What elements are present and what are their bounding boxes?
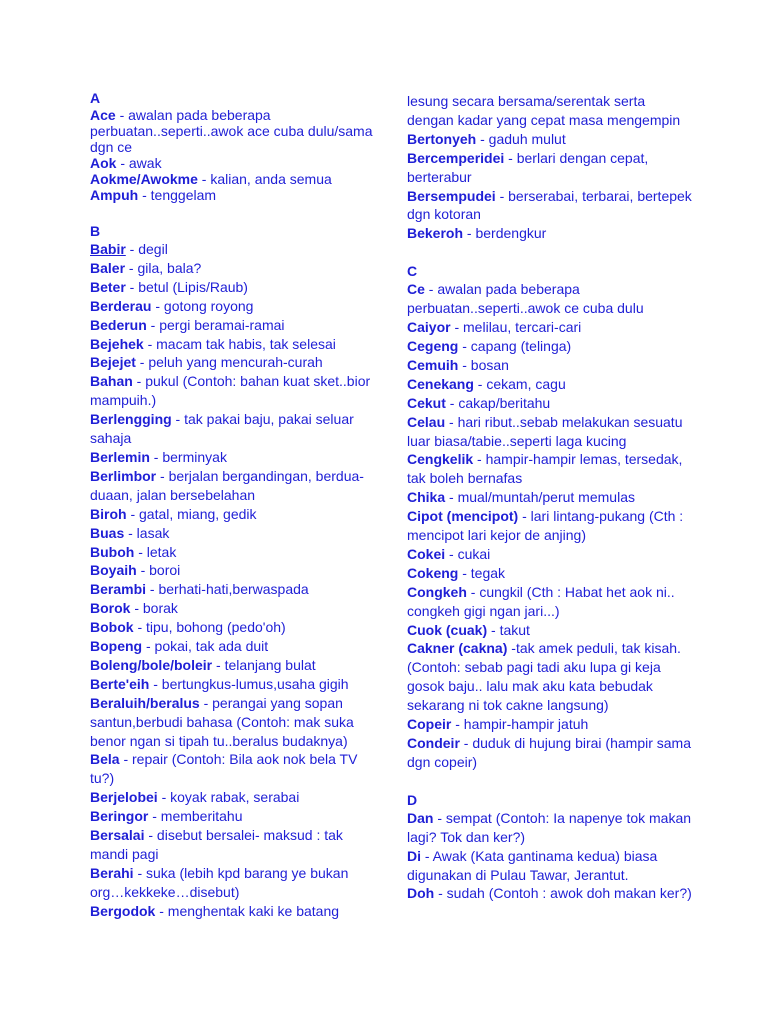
entry-definition: -tak amek peduli, tak kisah. (Contoh: sebab pagi tadi aku lupa gi keja gosok baju.. lalu mak aku kata bebudak sekarang ni tok cakne langsung) [407,640,681,714]
dictionary-entry [407,715,692,734]
dictionary-entry [90,750,380,788]
entry-term: Bercemperidei [407,149,505,166]
entry-term: Beter [90,278,126,295]
entry-definition: - pokai, tak ada duit [142,638,269,655]
entry-term: Cekut [407,394,446,411]
dictionary-entry [90,826,380,864]
entry-definition: - cungkil (Cth : Habat het aok ni.. congkeh gigi ngan jari...) [407,583,675,619]
dictionary-entry [90,618,380,637]
section-letter: B [90,223,101,239]
entry-definition: - cekam, cagu [473,375,566,392]
dictionary-entry [407,149,692,187]
entry-definition: - peluh yang mencurah-curah [135,354,323,371]
dictionary-entry [407,847,692,885]
dictionary-entry [90,107,380,155]
dictionary-entry [90,448,380,467]
entry-definition: - telanjang bulat [212,656,316,673]
entry-definition: - tenggelam [138,187,217,203]
entry-term: Caiyor [407,319,451,336]
entry-definition: - mual/muntah/perut memulas [445,489,635,506]
section-gap [90,203,380,223]
entry-term: Berderau [90,297,152,314]
dictionary-entry [90,524,380,543]
entry-definition: - capang (telinga) [458,337,572,354]
entry-term: Doh [407,885,435,902]
entry-term: Ampuh [90,187,139,203]
entry-definition: - berminyak [149,448,227,465]
entry-term: Copeir [407,716,452,733]
entry-definition: - awalan pada beberapa perbuatan..seperti..awok ce cuba dulu [407,281,644,317]
entry-term: Di [407,847,421,864]
entry-term: Bejehek [90,335,144,352]
section-gap [407,243,692,263]
dictionary-entry [407,639,692,715]
entry-term: Berahi [90,864,134,881]
dictionary-entry [407,187,692,225]
dictionary-entry [407,130,692,149]
dictionary-entry [407,224,692,243]
dictionary-entry [407,488,692,507]
entry-definition: - gotong royong [151,297,254,314]
entry-definition: - betul (Lipis/Raub) [125,278,248,295]
dictionary-entry [90,902,380,921]
entry-definition: - bosan [458,356,509,373]
dictionary-entry [90,543,380,562]
dictionary-entry [90,240,380,259]
entry-term: Cakner (cakna) [407,640,508,657]
entry-definition: - koyak rabak, serabai [157,789,300,806]
entry-term: Baler [90,259,126,276]
dictionary-entry [90,864,380,902]
entry-definition: - sudah (Contoh : awok doh makan ker?) [434,885,692,902]
dictionary-entry [90,580,380,599]
dictionary-entry [90,505,380,524]
entry-definition: - perangai yang sopan santun,berbudi bahasa (Contoh: mak suka benor ngan si tipah tu..beralus budaknya) [90,694,354,749]
entry-term: Bersempudei [407,187,496,204]
entry-term: Bergodok [90,902,156,919]
dictionary-entry [90,335,380,354]
dictionary-entry [90,187,380,203]
dictionary-entry [407,884,692,903]
dictionary-entry [407,280,692,318]
entry-term: Aok [90,155,117,171]
section-letter: C [407,263,418,280]
entry-term: Bobok [90,619,134,636]
dictionary-entry [90,353,380,372]
dictionary-entry [407,583,692,621]
entry-term: Bahan [90,373,133,390]
entry-term: Cokei [407,545,446,562]
entry-definition: - lari lintang-pukang (Cth : mencipot lari kejor de anjing) [407,508,684,544]
entry-term: Cuok (cuak) [407,621,488,638]
entry-definition: - repair (Contoh: Bila aok nok bela TV tu?) [90,751,358,787]
entry-term: Boyaih [90,562,137,579]
entry-definition: - hari ribut..sebab melakukan sesuatu luar biasa/tabie..seperti laga kucing [407,413,683,449]
entry-term: Buas [90,524,125,541]
entry-definition: - macam tak habis, tak selesai [143,335,336,352]
entry-definition: - hampir-hampir lemas, tersedak, tak boleh bernafas [407,451,683,487]
entry-definition: - letak [134,543,177,560]
entry-term: Bederun [90,316,147,333]
entry-definition: - berjalan bergandingan, berdua-duaan, jalan bersebelahan [90,467,364,503]
entry-definition: - degil [125,241,168,257]
entry-definition: - gila, bala? [125,259,202,276]
entry-term: Cengkelik [407,451,474,468]
entry-term: Cipot (mencipot) [407,508,519,525]
entry-definition: - kalian, anda semua [197,171,332,187]
entry-definition: - pukul (Contoh: bahan kuat sket..bior mampuih.) [90,373,371,409]
entry-definition: - sempat (Contoh: Ia napenye tok makan lagi? Tok dan ker?) [407,809,692,845]
entry-definition: - awak [116,155,162,171]
dictionary-entry [90,410,380,448]
entry-term: Bejejet [90,354,136,371]
dictionary-entry [407,356,692,375]
entry-term: Bersalai [90,827,145,844]
entry-definition: - tegak [458,564,506,581]
entry-term: Condeir [407,735,460,751]
entry-definition: - berserabai, terbarai, bertepek dgn kotoran [407,187,692,223]
entry-term: Bekeroh [407,225,464,242]
left-column [90,90,380,921]
entry-definition: - gaduh mulut [476,130,566,147]
entry-term: Berlemin [90,448,150,465]
entry-definition: - takut [487,621,530,638]
dictionary-entry [90,278,380,297]
entry-term: Ce [407,281,425,298]
dictionary-entry [90,675,380,694]
dictionary-entry [407,545,692,564]
dictionary-entry [407,394,692,413]
entry-definition: - cukai [445,545,491,562]
right-column [407,92,692,903]
entry-definition: - pergi beramai-ramai [146,316,285,333]
dictionary-entry [90,788,380,807]
entry-term: Chika [407,489,446,506]
dictionary-entry [407,621,692,640]
entry-definition: - borak [130,600,178,617]
entry-definition: - melilau, tercari-cari [450,319,582,336]
entry-term: Babir [90,241,126,257]
entry-term: Ace [90,107,116,123]
entry-definition: lesung secara bersama/serentak serta dengan kadar yang cepat masa mengempin [407,93,681,128]
entry-term: Biroh [90,505,127,522]
entry-term: Borok [90,600,131,617]
dictionary-entry [407,450,692,488]
section-letter: A [90,90,101,106]
entry-definition: - memberitahu [148,808,243,825]
entry-term: Cenekang [407,375,474,392]
entry-term: Buboh [90,543,135,560]
entry-definition: - berhati-hati,berwaspada [146,581,309,598]
entry-term: Boleng/bole/boleir [90,656,213,673]
entry-term: Bela [90,751,120,768]
dictionary-entry [407,809,692,847]
dictionary-entry [90,656,380,675]
entry-definition: - hampir-hampir jatuh [451,716,589,733]
entry-definition: - cakap/beritahu [445,394,551,411]
entry-term: Berambi [90,581,147,598]
entry-term: Cegeng [407,337,459,354]
dictionary-entry [90,316,380,335]
entry-definition: - berdengkur [463,225,547,242]
entry-term: Cemuih [407,356,459,373]
dictionary-entry [90,694,380,751]
entry-definition: - berlari dengan cepat, berterabur [407,149,649,185]
dictionary-entry [407,413,692,451]
entry-term: Bopeng [90,638,143,655]
dictionary-entry [90,155,380,171]
dictionary-entry [90,467,380,505]
section-gap [407,772,692,792]
entry-definition: - bertungkus-lumus,usaha gigih [149,675,349,692]
dictionary-entry [90,807,380,826]
entry-definition: - tipu, bohong (pedo'oh) [133,619,286,636]
dictionary-entry [407,92,692,130]
entry-definition: - lasak [124,524,170,541]
entry-definition: - disebut bersalei- maksud : tak mandi pagi [90,827,343,862]
entry-term: Cokeng [407,564,459,581]
dictionary-entry [90,372,380,410]
entry-term: Congkeh [407,583,467,600]
entry-term: Bertonyeh [407,130,477,147]
dictionary-entry [407,734,692,772]
entry-term: Beraluih/beralus [90,694,200,711]
entry-term: Berlengging [90,411,172,428]
entry-term: Berjelobei [90,789,158,806]
dictionary-entry [90,599,380,618]
entry-definition: - Awak (Kata gantinama kedua) biasa digunakan di Pulau Tawar, Jerantut. [407,847,658,883]
entry-term: Aokme/Awokme [90,171,198,187]
entry-term: Berte'eih [90,675,150,692]
entry-term: Berlimbor [90,467,157,484]
dictionary-entry [407,337,692,356]
entry-definition: - gatal, miang, gedik [126,505,257,522]
dictionary-entry [407,375,692,394]
dictionary-entry [90,171,380,187]
dictionary-entry [407,318,692,337]
entry-term: Celau [407,413,446,430]
dictionary-entry [90,297,380,316]
entry-definition: - boroi [136,562,181,579]
entry-definition: - menghentak kaki ke batang [155,902,340,919]
dictionary-entry [407,507,692,545]
entry-definition: - suka (lebih kpd barang ye bukan org…kekkeke…disebut) [90,864,349,900]
dictionary-entry [90,561,380,580]
entry-definition: - duduk di hujung birai (hampir sama dgn copeir) [407,735,692,770]
dictionary-entry [407,564,692,583]
entry-term: Dan [407,809,434,826]
entry-definition: - tak pakai baju, pakai seluar sahaja [90,411,354,447]
section-letter: D [407,791,418,808]
entry-term: Beringor [90,808,149,825]
dictionary-entry [90,259,380,278]
dictionary-entry [90,637,380,656]
entry-definition: - awalan pada beberapa perbuatan..seperti..awok ace cuba dulu/sama dgn ce [90,107,373,155]
